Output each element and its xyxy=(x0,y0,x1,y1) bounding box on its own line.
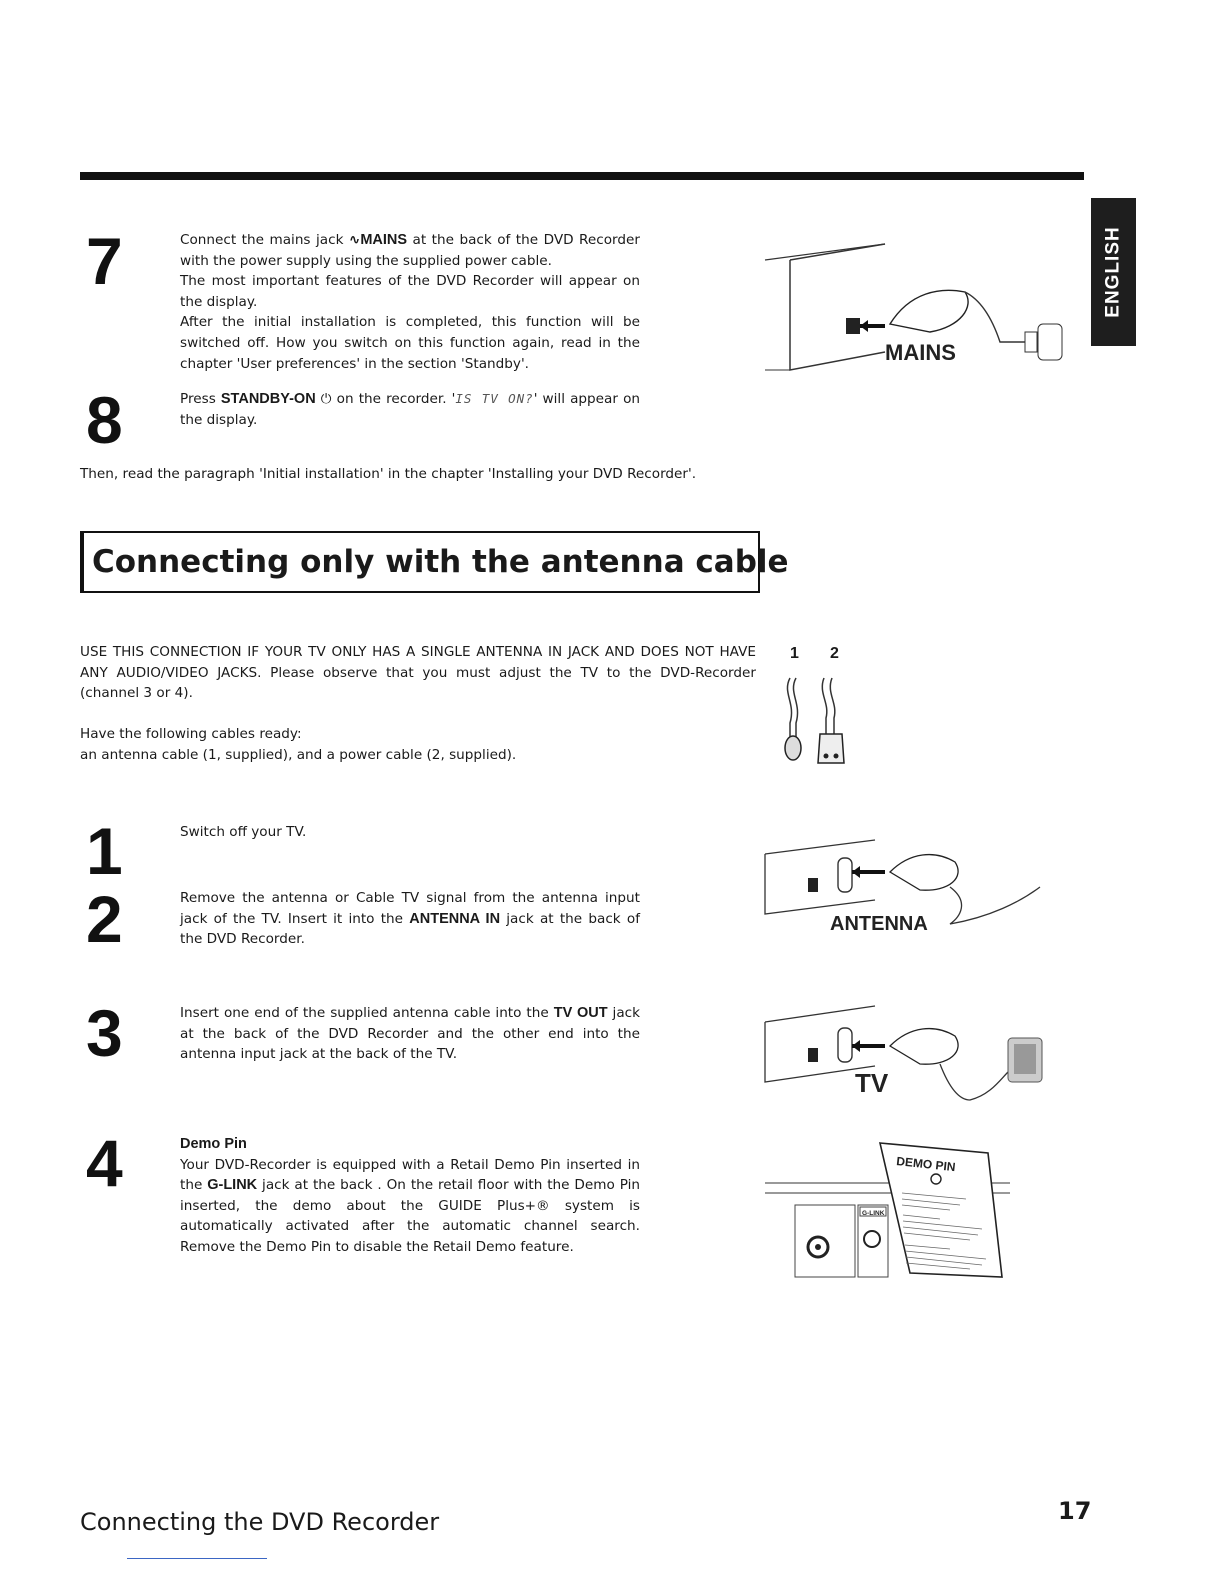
cables-illustration xyxy=(760,668,860,773)
demo-pin-illustration xyxy=(760,1135,1020,1285)
hand-icon xyxy=(890,1029,958,1065)
power-icon: ⏻ xyxy=(320,391,332,407)
antenna-in-jack-icon xyxy=(838,858,852,892)
step-2-text: Remove the antenna or Cable TV signal from the antenna input jack of the TV. Insert it into the ANTENNA IN jack at the back of the DVD Recorder. xyxy=(180,890,640,948)
demo-pin-title: Demo Pin xyxy=(180,1136,247,1152)
step-number-2: 2 xyxy=(86,882,123,956)
step-number-4: 4 xyxy=(86,1126,123,1200)
section-heading: Connecting only with the antenna cable xyxy=(92,544,789,580)
language-tab-label: ENGLISH xyxy=(1102,226,1124,318)
display-readout: IS TV ON? xyxy=(455,391,534,406)
g-link-jack-label: G-LINK xyxy=(862,1210,885,1217)
antenna-plug-icon xyxy=(785,736,801,760)
step-number-3: 3 xyxy=(86,996,123,1070)
top-rule xyxy=(80,172,1084,180)
hand-icon xyxy=(890,290,968,332)
antenna-cable xyxy=(950,887,1040,924)
step-7-text: Connect the mains jack ∿MAINS at the back of the DVD Recorder with the power supply using the supplied power cable. The most important features of the DVD Recorder will appear on the display. After the initial installation is completed, this function will be switched off. How you switch on this function again, read in the chapter 'User preferences' in the section 'Standby'. xyxy=(180,232,640,372)
tv-out-jack-icon xyxy=(838,1028,852,1062)
page-number: 17 xyxy=(1058,1497,1092,1525)
intro-paragraph: USE THIS CONNECTION IF YOUR TV ONLY HAS A SINGLE ANTENNA IN JACK AND DOES NOT HAVE ANY AUDIO/VIDEO JACKS. Please observe that you must adjust the TV to the DVD-Recorder (channel 3 or 4). xyxy=(80,644,756,702)
step-number-8: 8 xyxy=(86,383,123,457)
section-heading-box xyxy=(80,531,789,593)
step-8-text: Press STANDBY-ON ⏻ on the recorder. 'IS TV ON?' will appear on the display. xyxy=(180,391,640,428)
language-tab xyxy=(1091,198,1136,346)
hand-icon xyxy=(890,855,958,891)
then-paragraph: Then, read the paragraph 'Initial installation' in the chapter 'Installing your DVD Recorder'. xyxy=(80,466,697,482)
mains-label: MAINS xyxy=(885,340,956,365)
footer-section-title: Connecting the DVD Recorder xyxy=(80,1508,440,1536)
cables-ready: Have the following cables ready: an antenna cable (1, supplied), and a power cable (2, supplied). xyxy=(80,726,517,763)
step-1-text: Switch off your TV. xyxy=(180,824,307,840)
cable-label-1: 1 xyxy=(790,645,799,662)
bottom-divider xyxy=(127,1558,267,1559)
demo-pin-label: DEMO PIN xyxy=(895,1154,957,1175)
antenna-label: ANTENNA xyxy=(830,913,928,935)
antenna-cable xyxy=(787,678,791,743)
step-number-1: 1 xyxy=(86,814,123,888)
tv-label: TV xyxy=(855,1068,889,1098)
g-link-label: G-LINK xyxy=(207,1177,258,1194)
tv-out-label: TV OUT xyxy=(553,1005,608,1021)
tv-out-illustration xyxy=(760,1000,1060,1110)
mains-jack-icon xyxy=(846,318,860,334)
ac-symbol-icon: ∿ xyxy=(348,232,361,248)
step-3-text: Insert one end of the supplied antenna cable into the TV OUT jack at the back of the DVD Recorder and the other end into the antenna input jack at the back of the TV. xyxy=(180,1005,640,1063)
step-4-text: Demo Pin Your DVD-Recorder is equipped with a Retail Demo Pin inserted in the G-LINK jack at the back . On the retail floor with the Demo Pin inserted, the demo about the GUIDE Plus+® system is automatically activated after the automatic channel search. Remove the Demo Pin to disable the Retail Demo feature. xyxy=(180,1136,640,1255)
power-cable xyxy=(822,678,827,734)
antenna-in-label: ANTENNA IN xyxy=(409,910,501,927)
g-link-jack-icon xyxy=(864,1231,880,1247)
antenna-illustration xyxy=(760,832,1060,942)
cable-label-2: 2 xyxy=(830,645,839,662)
step-number-7: 7 xyxy=(86,224,123,298)
mains-illustration xyxy=(760,232,1070,382)
wall-socket-icon xyxy=(1038,324,1062,360)
standby-on-label: STANDBY-ON xyxy=(220,391,316,407)
power-plug-icon xyxy=(818,734,844,763)
